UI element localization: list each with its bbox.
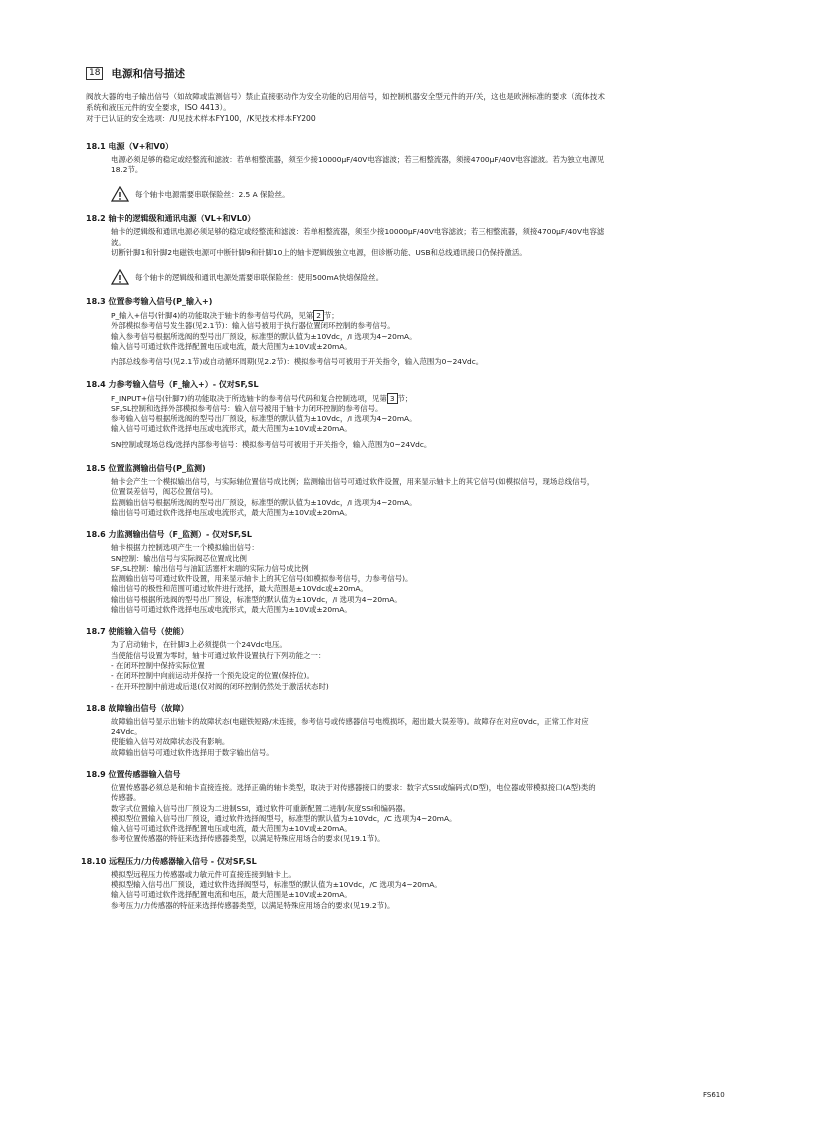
- text-line: - 在开环控制中前进或后退(仅对阀的闭环控制仍然处于激活状态时): [111, 681, 329, 691]
- section-heading: 18.9 位置传感器输入信号: [86, 770, 181, 779]
- text-line: 输入信号可通过软件选择电压或电流形式，最大范围为±10V或±20mA。: [111, 424, 352, 434]
- section-body: [111, 870, 726, 911]
- text-line: 参考输入信号根据所选阀的型号出厂预设，标准型的默认值为±10Vdc，/I 选项为4~20mA。: [111, 414, 417, 424]
- text-line: 电源必须足够的稳定或经整流和滤波：若单相整流器，须至少接10000μF/40V电容滤波；若三相整流器，须接4700μF/40V电容滤波。若为独立电源见: [111, 154, 605, 164]
- text-line: 模拟型位置输入信号出厂预设，通过软件选择阀型号，标准型的默认值为±10Vdc，/C 选项为4~20mA。: [111, 813, 457, 823]
- section-body: [111, 310, 726, 367]
- text-line: 监测输出信号根据所选阀的型号出厂预设，标准型的默认值为±10Vdc，/I 选项为4~20mA。: [111, 497, 417, 507]
- text-line: SN控制：输出信号与实际阀芯位置成比例: [111, 553, 247, 563]
- intro-line: 系统和液压元件的安全要求，ISO 4413）。: [86, 103, 231, 113]
- text-line: 模拟型远程压力传感器或力敏元件可直接连接到轴卡上。: [111, 869, 296, 879]
- text-line: - 在闭环控制中向前运动并保持一个预先设定的位置(保持位)。: [111, 671, 314, 681]
- section-body: [111, 393, 726, 450]
- text-line: 输出信号可通过软件选择电压或电流形式，最大范围为±10V或±20mA。: [111, 507, 352, 517]
- text-span: 节；: [323, 311, 339, 321]
- text-line: - 在闭环控制中保持实际位置: [111, 660, 205, 670]
- section-18-1: [86, 141, 726, 203]
- text-line: 故障输出信号显示出轴卡的故障状态(电磁铁短路/未连接，参考信号或传感器信号电缆损坏，超出最大误差等)。故障存在对应0Vdc，正常工作对应: [111, 716, 589, 726]
- section-body: [111, 477, 726, 518]
- text-line: 外部模拟参考信号发生器(见2.1节)：输入信号被用于执行器位置闭环控制的参考信号。: [111, 321, 395, 331]
- text-line: 使能输入信号对故障状态没有影响。: [111, 737, 230, 747]
- section-reference: 3: [387, 393, 398, 404]
- text-line: 输入信号可通过软件选择配置电压或电流，最大范围为±10V或±20mA。: [111, 824, 352, 834]
- section-title-row: [86, 66, 726, 81]
- text-span: P_输入+信号(针脚4)的功能取决于轴卡的参考信号代码，见第: [111, 311, 314, 321]
- text-line: SF,SL控制：输出信号与油缸活塞杆末端的实际力信号成比例: [111, 563, 309, 573]
- intro-line: 对于已认证的安全选项：/U见技术样本FY100，/K见技术样本FY200: [86, 114, 316, 124]
- text-line: 输出信号根据所选阀的型号出厂预设，标准型的默认值为±10Vdc，/I 选项为4~20mA。: [111, 594, 402, 604]
- text-line: 输出信号可通过软件选择电压或电流形式，最大范围为±10V或±20mA。: [111, 605, 352, 615]
- text-line: 切断针脚1和针脚2电磁铁电源可中断针脚9和针脚10上的轴卡逻辑级独立电源，但诊断功能、USB和总线通讯接口仍保持激活。: [111, 247, 527, 257]
- text-line: 输入信号可通过软件选择配置电压或电流，最大范围为±10V或±20mA。: [111, 341, 352, 351]
- warning-text: 每个轴卡的逻辑级和通讯电源处需要串联保险丝：使用500mA快熔保险丝。: [135, 272, 384, 282]
- text-line: 位置误差信号，阀芯位置信号)。: [111, 487, 218, 497]
- section-heading: 18.5 位置监测输出信号(P_监测): [86, 464, 206, 474]
- text-line: 传感器。: [111, 793, 141, 803]
- warning-icon: [111, 269, 129, 285]
- document-page: [81, 66, 726, 911]
- text-line: [111, 310, 726, 321]
- section-18-7: [86, 626, 726, 691]
- section-18-2: [86, 213, 726, 285]
- text-line: 参考位置传感器的特征来选择传感器类型，以满足特殊应用场合的要求(见19.1节)。: [111, 834, 385, 844]
- section-18-6: [86, 529, 726, 615]
- section-heading: 18.3 位置参考输入信号(P_输入+): [86, 297, 213, 307]
- text-line: 参考压力/力传感器的特征来选择传感器类型，以满足特殊应用场合的要求(见19.2节)。: [111, 900, 395, 910]
- text-span: 节；: [397, 393, 413, 403]
- section-18-4: [86, 379, 726, 450]
- text-line: 输入信号可通过软件选择配置电流和电压，最大范围是±10V或±20mA。: [111, 890, 352, 900]
- section-heading: 18.8 故障输出信号（故障）: [86, 703, 189, 713]
- text-line: 轴卡根据力控制选项产生一个模拟输出信号：: [111, 543, 259, 553]
- text-line: 输入参考信号根据所选阀的型号出厂预设，标准型的默认值为±10Vdc，/I 选项为4~20mA。: [111, 331, 417, 341]
- section-heading: 18.7 使能输入信号（使能）: [86, 627, 189, 637]
- text-span: F_INPUT+信号(针脚7)的功能取决于所选轴卡的参考信号代码和复合控制选项，见第: [111, 393, 387, 403]
- section-18-10: [81, 856, 726, 911]
- section-reference: 2: [313, 310, 324, 321]
- section-body: [111, 783, 726, 845]
- text-line: 24Vdc。: [111, 727, 142, 737]
- warning-note: [111, 269, 726, 285]
- section-heading: 18.6 力监测输出信号（F_监测）- 仅对SF,SL: [86, 530, 252, 540]
- section-18-9: [86, 769, 726, 845]
- page-footer-code: FS610: [703, 1091, 725, 1099]
- section-18-5: [86, 463, 726, 518]
- text-line: 数字式位置输入信号出厂预设为二进制SSI，通过软件可重新配置二进制/灰度SSI和编码器。: [111, 803, 411, 813]
- text-line: 模拟型输入信号出厂预设，通过软件选择阀型号，标准型的默认值为±10Vdc，/C 选项为4~20mA。: [111, 880, 442, 890]
- text-line: SN控制或现场总线/选择内部参考信号：模拟参考信号可被用于开关指令，输入范围为0~24Vdc。: [111, 439, 432, 449]
- text-line: 轴卡的逻辑级和通讯电源必须足够的稳定或经整流和滤波：若单相整流器，须至少接10000μF/40V电容滤波；若三相整流器，须接4700μF/40V电容滤: [111, 227, 605, 237]
- intro-paragraph: [86, 91, 726, 125]
- page-title: 电源和信号描述: [111, 68, 185, 80]
- section-heading: 18.1 电源（V+和V0）: [86, 141, 174, 151]
- section-body: [111, 227, 726, 258]
- section-number: 18: [86, 67, 103, 80]
- text-line: 故障输出信号可通过软件选择用于数字输出信号。: [111, 747, 274, 757]
- warning-note: [111, 186, 726, 202]
- warning-icon: [111, 186, 129, 202]
- text-line: [111, 393, 726, 404]
- text-line: 位置传感器必须总是和轴卡直接连接。选择正确的轴卡类型，取决于对传感器接口的要求：数字式SSI或编码式(D型)，电位器或带模拟接口(A型)类的: [111, 783, 596, 792]
- text-line: 内部总线参考信号(见2.1节)或自动循环周期(见2.2节)：模拟参考信号可被用于开关指令，输入范围为0~24Vdc。: [111, 357, 484, 367]
- text-line: SF,SL控制和选择外部模拟参考信号：输入信号被用于轴卡力闭环控制的参考信号。: [111, 403, 383, 413]
- intro-line: 阀放大器的电子输出信号（如故障或监测信号）禁止直接驱动作为安全功能的启用信号，如控制机器安全型元件的开/关，这也是欧洲标准的要求（流体技术: [86, 92, 605, 101]
- text-line: 当使能信号设置为零时，轴卡可通过软件设置执行下列功能之一：: [111, 650, 326, 660]
- text-line: 监测输出信号可通过软件设置，用来显示轴卡上的其它信号(如模拟参考信号，力参考信号)。: [111, 574, 413, 584]
- text-line: 为了启动轴卡，在针脚3上必须提供一个24Vdc电压。: [111, 640, 287, 650]
- section-heading: 18.10 远程压力/力传感器输入信号 - 仅对SF,SL: [81, 856, 257, 866]
- warning-text: 每个轴卡电源需要串联保险丝：2.5 A 保险丝。: [135, 189, 290, 199]
- section-heading: 18.4 力参考输入信号（F_输入+）- 仅对SF,SL: [86, 379, 259, 389]
- section-18-3: [86, 296, 726, 367]
- section-heading: 18.2 轴卡的逻辑级和通讯电源（VL+和VL0）: [86, 214, 256, 224]
- section-body: [111, 543, 726, 615]
- section-body: [111, 717, 726, 758]
- section-body: [111, 155, 726, 176]
- text-line: 18.2节。: [111, 164, 143, 174]
- text-line: 输出信号的极性和范围可通过软件进行选择，最大范围是±10Vdc或±20mA。: [111, 584, 368, 594]
- text-line: 轴卡会产生一个模拟输出信号，与实际轴位置信号成比例；监测输出信号可通过软件设置，用来显示轴卡上的其它信号(如模拟信号，现场总线信号，: [111, 477, 595, 487]
- text-line: 波。: [111, 237, 126, 247]
- section-body: [111, 640, 726, 691]
- section-18-8: [86, 703, 726, 758]
